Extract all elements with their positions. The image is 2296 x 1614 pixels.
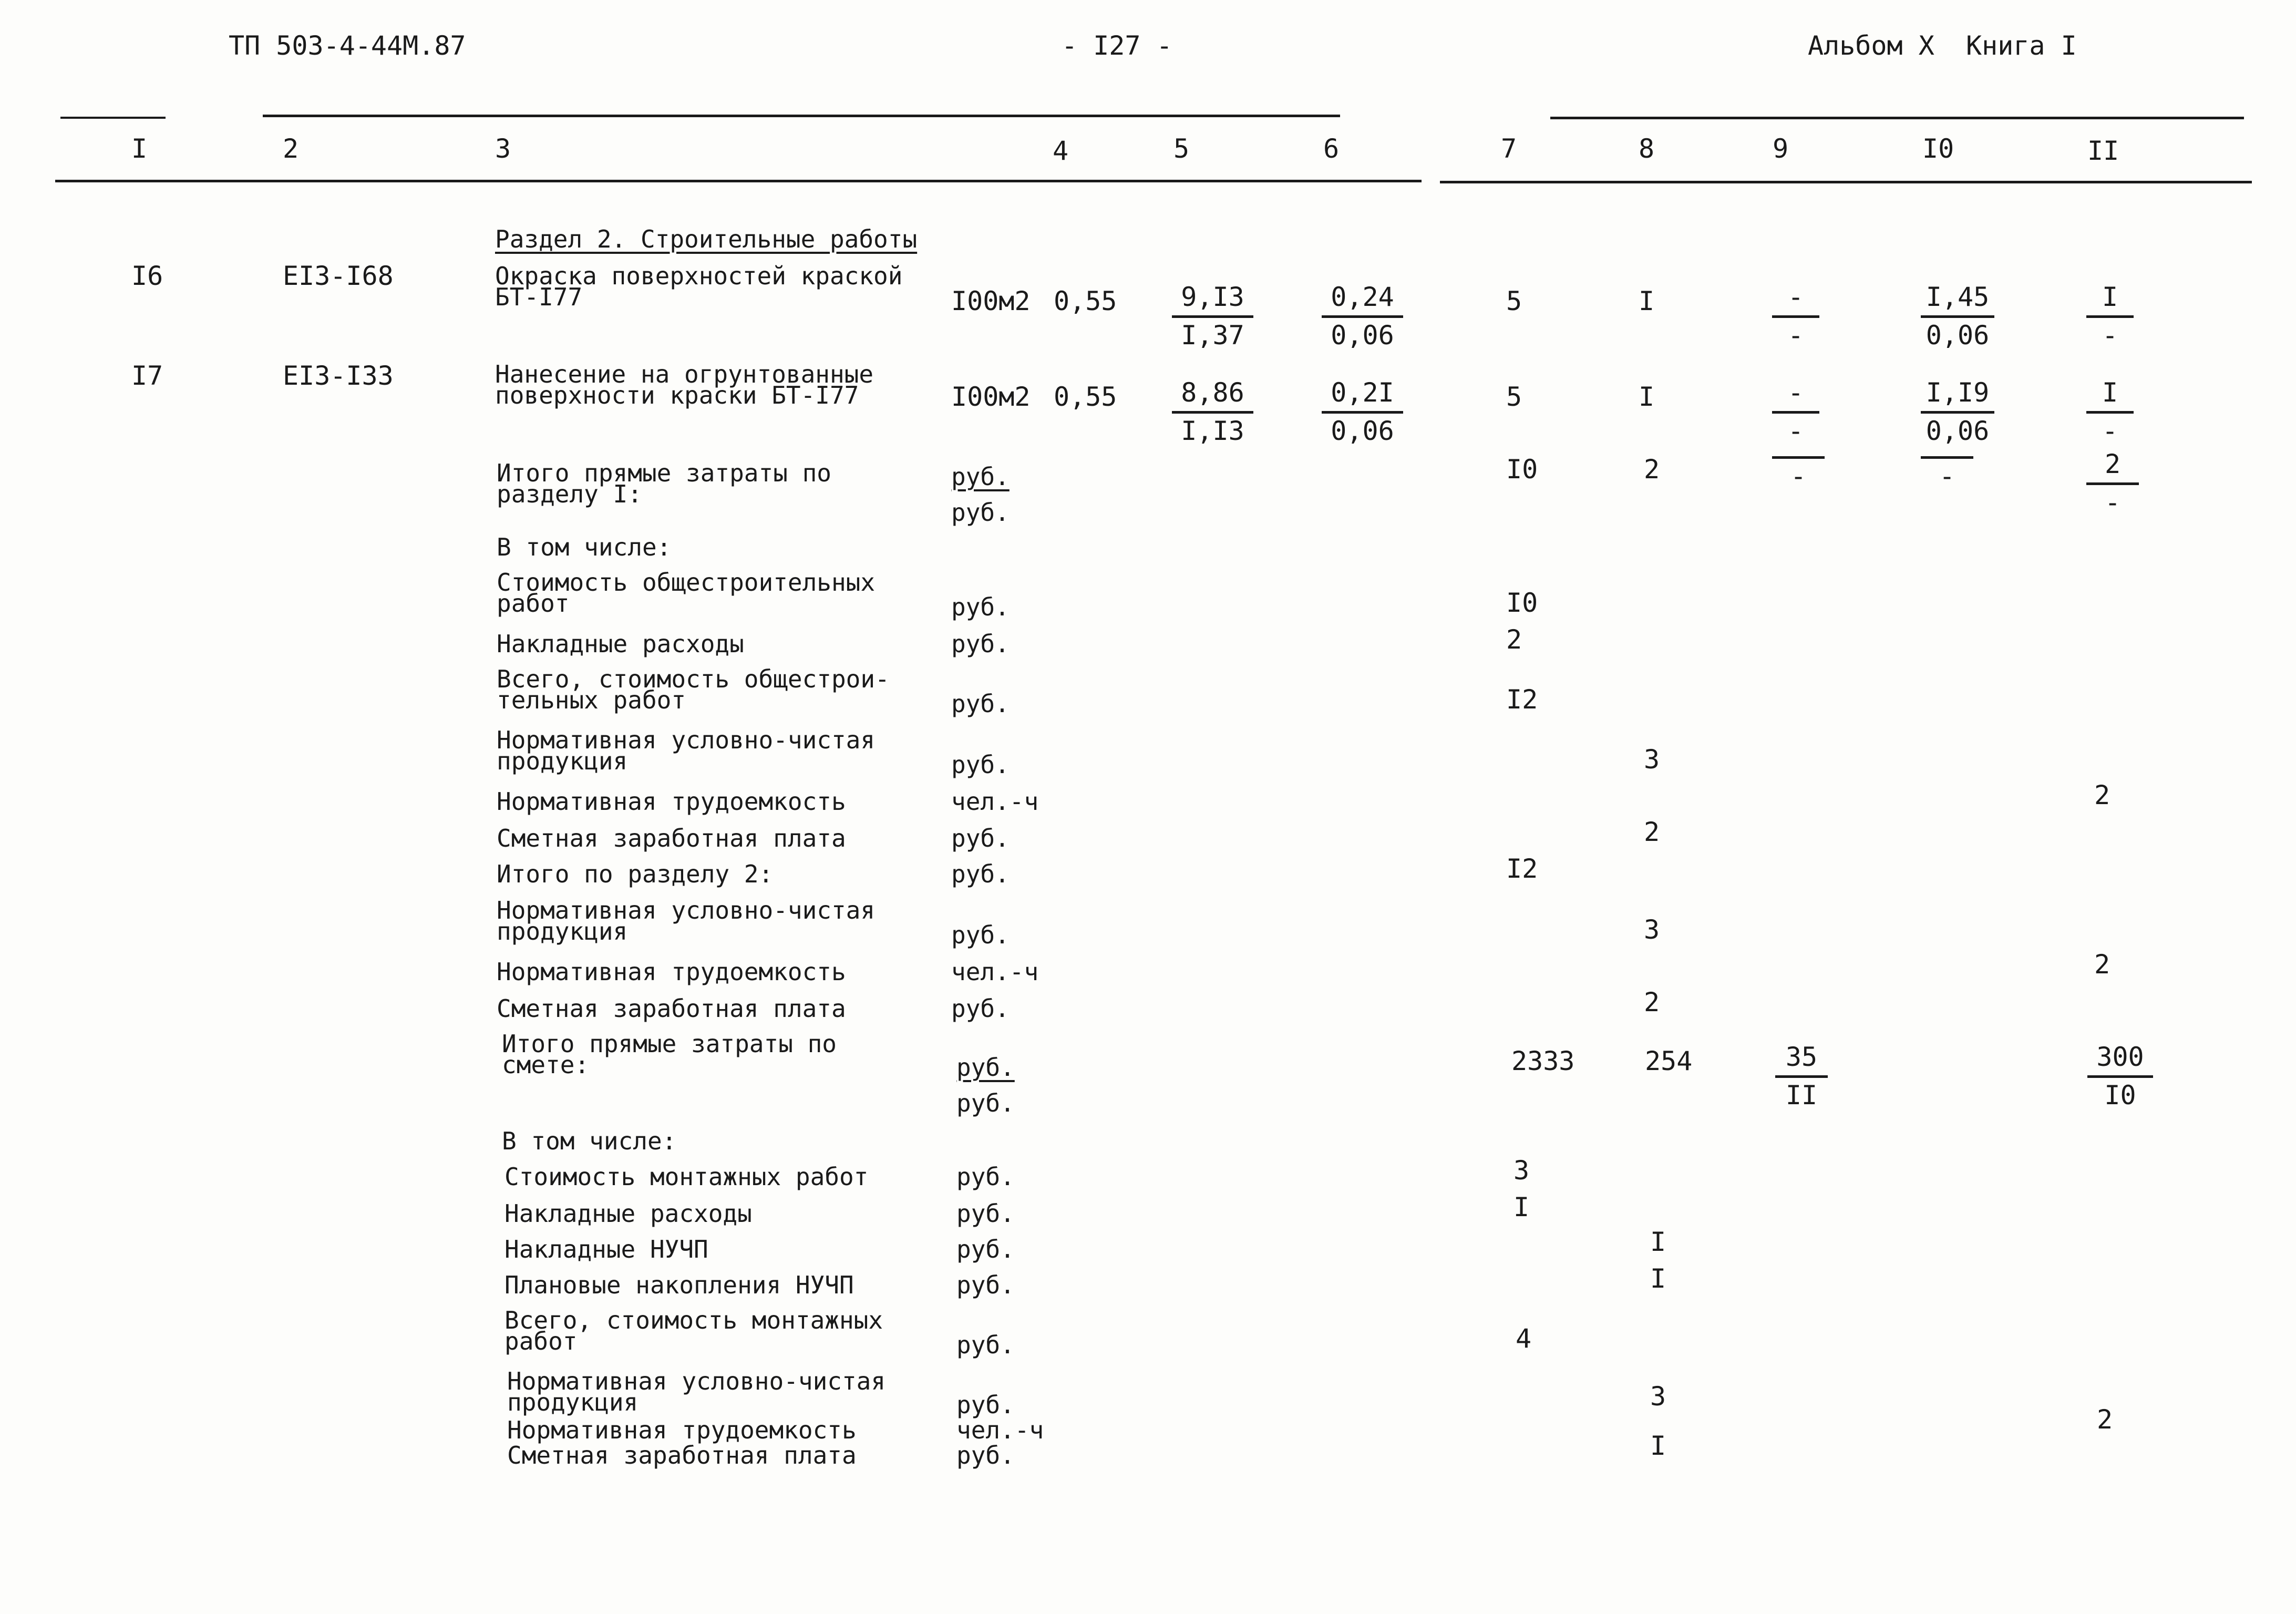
album-book-label: Альбом X Книга I: [1808, 30, 2077, 61]
item1-7-unit: руб.: [951, 921, 1010, 949]
item1-8-unit: чел.-ч: [951, 958, 1039, 986]
row-17-col9: - -: [1772, 379, 1819, 444]
item1-3-col8: 3: [1644, 744, 1660, 775]
item2-1-unit: руб.: [956, 1199, 1015, 1228]
item1-8-label: Нормативная трудоемкость: [497, 958, 846, 986]
item1-5-col8: 2: [1644, 817, 1660, 847]
col-header-6: 6: [1323, 133, 1340, 164]
item2-0-unit: руб.: [956, 1163, 1015, 1191]
row-17-col10: $\frac{I,I9}{0,06}$: [1921, 379, 1994, 444]
item1-5-unit: руб.: [951, 824, 1010, 852]
row-16-col8: I: [1639, 286, 1655, 316]
item1-4-col11: 2: [2094, 780, 2110, 810]
including-label-1: В том числе:: [497, 533, 672, 561]
row-17-col8: I: [1639, 382, 1655, 412]
item2-7-label: Сметная заработная плата: [507, 1441, 857, 1469]
row-16-unit: I00м2: [951, 286, 1031, 316]
total-estimate-col11: $\frac{300}{I0}$: [2087, 1044, 2153, 1108]
item1-1-label: Накладные расходы: [497, 630, 744, 658]
item2-1-col7: I: [1513, 1192, 1530, 1222]
item2-5-unit: руб.: [956, 1391, 1015, 1419]
item1-0-label: Стоимость общестроительных работ: [497, 568, 876, 618]
item1-0-unit: руб.: [951, 593, 1010, 621]
item2-4-label: Всего, стоимость монтажных работ: [504, 1306, 883, 1355]
item2-2-col8: I: [1650, 1227, 1666, 1257]
row-17-col7: 5: [1506, 382, 1522, 412]
item2-3-col8: I: [1650, 1263, 1666, 1294]
row-16-name: Окраска поверхностей краской БТ-I77: [495, 262, 903, 311]
total-estimate-col8: 254: [1645, 1046, 1693, 1076]
row-17-quantity: 0,55: [1054, 382, 1117, 412]
total-section1-label: Итого прямые затраты по разделу I:: [497, 459, 831, 508]
item2-2-unit: руб.: [956, 1235, 1015, 1263]
item1-2-label: Всего, стоимость общестрои- тельных работ: [497, 665, 890, 714]
row-17-col5: $\frac{8,86}{I,I3}$: [1172, 379, 1253, 444]
item1-0-col7: I0: [1506, 588, 1538, 618]
header-rule-top-right: [1550, 117, 2244, 119]
row-16-col9: - -: [1772, 284, 1819, 348]
row-16-col7: 5: [1506, 286, 1522, 316]
total-section1-unit-bottom: руб.: [951, 498, 1010, 527]
item1-9-col8: 2: [1644, 987, 1660, 1017]
col-header-3: 3: [495, 133, 511, 164]
total-estimate-col9: $\frac{35}{II}$: [1775, 1044, 1828, 1108]
item1-6-unit: руб.: [951, 860, 1010, 888]
total-section1-col7: I0: [1506, 454, 1538, 485]
item2-4-col7: 4: [1516, 1323, 1532, 1354]
total-estimate-col7: 2333: [1511, 1046, 1575, 1076]
item1-1-unit: руб.: [951, 630, 1010, 658]
item1-7-label: Нормативная условно-чистая продукция: [497, 896, 876, 945]
item1-4-unit: чел.-ч: [951, 787, 1039, 816]
row-16-code: EI3-I68: [283, 261, 394, 291]
row-16-col6: $\frac{0,24}{0,06}$: [1322, 284, 1403, 348]
col-header-10: I0: [1922, 133, 1954, 164]
row-16-quantity: 0,55: [1054, 286, 1117, 316]
item2-6-col11: 2: [2097, 1404, 2113, 1435]
item2-3-unit: руб.: [956, 1271, 1015, 1299]
page-number: - I27 -: [1062, 30, 1172, 61]
col-header-2: 2: [283, 133, 299, 164]
total-section1-col9: -: [1772, 451, 1825, 489]
total-section1-unit-top: руб.: [951, 462, 1010, 491]
item2-7-col8: I: [1650, 1431, 1666, 1461]
section-title: Раздел 2. Строительные работы: [495, 225, 918, 253]
total-section1-col8: 2: [1644, 454, 1660, 485]
item2-5-col8: 3: [1650, 1381, 1666, 1412]
item2-0-label: Стоимость монтажных работ: [504, 1163, 869, 1191]
item1-2-col7: I2: [1506, 684, 1538, 715]
col-header-8: 8: [1639, 133, 1655, 164]
col-header-9: 9: [1773, 133, 1789, 164]
header-rule-bottom-right: [1440, 181, 2252, 183]
col-header-4: 4: [1053, 136, 1069, 166]
header-rule-top-mid: [263, 115, 1340, 117]
header-rule-top-left: [60, 117, 166, 119]
item1-5-label: Сметная заработная плата: [497, 824, 846, 852]
item2-3-label: Плановые накопления НУЧП: [504, 1271, 854, 1299]
document-code: ТП 503-4-44М.87: [229, 30, 466, 61]
total-estimate-unit-top: руб.: [956, 1053, 1015, 1082]
item1-3-label: Нормативная условно-чистая продукция: [497, 726, 876, 775]
row-17-code: EI3-I33: [283, 361, 394, 391]
item2-5-label: Нормативная условно-чистая продукция: [507, 1367, 886, 1416]
row-16-col5: $\frac{9,I3}{I,37}$: [1172, 284, 1253, 348]
item2-6-unit: чел.-ч: [956, 1416, 1044, 1444]
col-header-11: II: [2087, 136, 2119, 166]
row-17-number: I7: [131, 361, 163, 391]
row-17-col11: I -: [2086, 379, 2134, 444]
row-16-col11: I -: [2086, 284, 2134, 348]
total-section1-col11: 2 -: [2086, 451, 2139, 516]
col-header-5: 5: [1173, 133, 1190, 164]
item2-1-label: Накладные расходы: [504, 1199, 752, 1228]
including-label-2: В том числе:: [502, 1127, 677, 1155]
item1-9-unit: руб.: [951, 994, 1010, 1023]
item2-7-unit: руб.: [956, 1441, 1015, 1469]
row-17-col6: $\frac{0,2I}{0,06}$: [1322, 379, 1403, 444]
item2-6-label: Нормативная трудоемкость: [507, 1416, 857, 1444]
item1-4-label: Нормативная трудоемкость: [497, 787, 846, 816]
row-17-name: Нанесение на огрунтованные поверхности краски БТ-I77: [495, 360, 874, 409]
row-16-col10: $\frac{I,45}{0,06}$: [1921, 284, 1994, 348]
item1-7-col8: 3: [1644, 914, 1660, 945]
item1-6-col7: I2: [1506, 854, 1538, 884]
row-17-unit: I00м2: [951, 382, 1031, 412]
item1-1-col7: 2: [1506, 624, 1522, 655]
col-header-1: I: [131, 133, 148, 164]
total-estimate-label: Итого прямые затраты по смете:: [502, 1030, 837, 1079]
item2-0-col7: 3: [1513, 1155, 1530, 1186]
total-section1-col10: -: [1921, 451, 1973, 489]
col-header-7: 7: [1501, 133, 1517, 164]
item2-2-label: Накладные НУЧП: [504, 1235, 708, 1263]
total-estimate-unit-bottom: руб.: [956, 1089, 1015, 1117]
item2-4-unit: руб.: [956, 1331, 1015, 1359]
item1-9-label: Сметная заработная плата: [497, 994, 846, 1023]
item1-3-unit: руб.: [951, 751, 1010, 779]
header-rule-bottom-left: [55, 180, 1422, 182]
row-16-number: I6: [131, 261, 163, 291]
item1-2-unit: руб.: [951, 690, 1010, 718]
item1-8-col11: 2: [2094, 949, 2110, 980]
item1-6-label: Итого по разделу 2:: [497, 860, 774, 888]
